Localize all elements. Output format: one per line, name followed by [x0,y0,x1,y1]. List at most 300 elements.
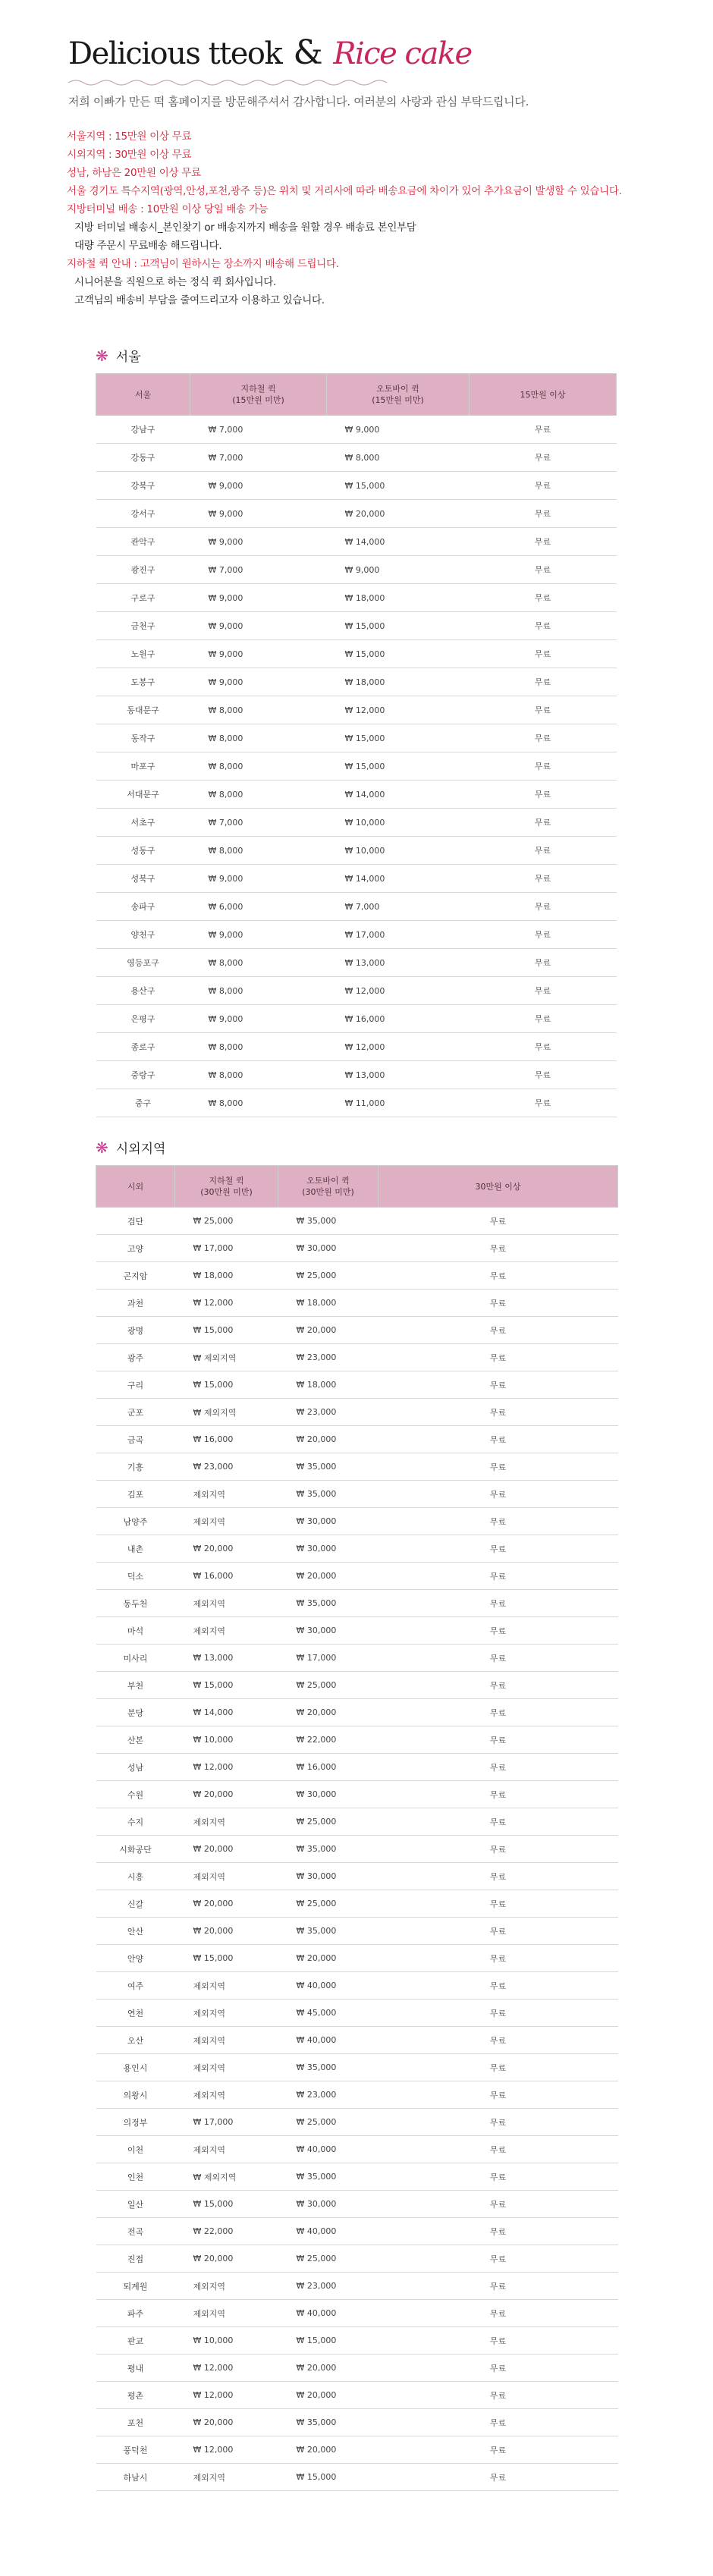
free-cell: 무료 [378,1481,618,1508]
free-cell: 무료 [378,2163,618,2191]
table-row [96,1972,618,2000]
intro-text: 저희 이빠가 만든 떡 홈페이지를 방문해주셔서 감사합니다. 여러분의 사랑과 관심 부탁드립니다. [68,95,529,108]
table-header-row [96,1166,618,1208]
free-cell: 무료 [470,949,617,977]
table-row [96,1508,618,1535]
free-cell: 무료 [470,837,617,865]
motorbike-fee-cell: ₩ 13,000 [327,949,470,977]
area-cell: 고양 [96,1235,175,1262]
area-cell: 광주 [96,1344,175,1371]
area-cell: 시화공단 [96,1836,175,1863]
subway-fee-cell: ₩ 9,000 [190,472,327,500]
subway-fee-cell: ₩ 15,000 [175,2191,278,2218]
area-cell: 광명 [96,1317,175,1344]
free-cell: 무료 [470,500,617,528]
page-title [68,33,660,74]
flower-icon: ❋ [96,1138,108,1157]
table-row [96,1672,618,1699]
note-line: 지방터미널 배송 : 10만원 이상 당일 배송 가능 [67,203,269,215]
subway-fee-cell: ₩ 7,000 [190,556,327,584]
motorbike-fee-cell: ₩ 20,000 [278,1945,378,1972]
table-row [96,584,617,612]
subway-fee-cell: ₩ 23,000 [175,1453,278,1481]
free-cell: 무료 [470,865,617,893]
free-cell: 무료 [378,2081,618,2109]
column-header: 지하철 퀵 (30만원 미만) [175,1166,278,1208]
note-line: 시니어분을 직원으로 하는 정식 퀵 회사입니다. [74,276,277,288]
motorbike-fee-cell: ₩ 22,000 [278,1726,378,1754]
motorbike-fee-cell: ₩ 35,000 [278,2409,378,2436]
motorbike-fee-cell: ₩ 30,000 [278,1535,378,1563]
table-row [96,2409,618,2436]
note-line: 지하철 퀵 안내 : 고객님이 원하시는 장소까지 배송해 드립니다. [67,258,339,270]
free-cell: 무료 [378,1290,618,1317]
table-row [96,2054,618,2081]
motorbike-fee-cell: ₩ 35,000 [278,2054,378,2081]
subway-fee-cell: ₩ 17,000 [175,1235,278,1262]
subway-fee-cell: 제외지역 [175,2054,278,2081]
subway-fee-cell: 제외지역 [175,1863,278,1890]
subway-fee-cell: ₩ 12,000 [175,2355,278,2382]
table-row [96,696,617,724]
subway-fee-cell: 제외지역 [175,2273,278,2300]
area-cell: 금천구 [96,612,190,640]
subway-fee-cell: ₩ 10,000 [175,1726,278,1754]
table-row [96,1945,618,1972]
area-cell: 성북구 [96,865,190,893]
subway-fee-cell: ₩ 8,000 [190,696,327,724]
table-row [96,500,617,528]
motorbike-fee-cell: ₩ 25,000 [278,1262,378,1290]
note-line: 대량 주문시 무료배송 해드립니다. [74,240,222,252]
table-row [96,2081,618,2109]
area-cell: 군포 [96,1399,175,1426]
subway-fee-cell: ₩ 16,000 [175,1563,278,1590]
title-ampersand: & [293,33,322,72]
table-row [96,1235,618,1262]
column-header: 15만원 이상 [470,374,617,416]
area-cell: 검단 [96,1208,175,1235]
motorbike-fee-cell: ₩ 23,000 [278,1344,378,1371]
area-cell: 동두천 [96,1590,175,1617]
subway-fee-cell: ₩ 8,000 [190,752,327,781]
motorbike-fee-cell: ₩ 25,000 [278,2245,378,2273]
subway-fee-cell: ₩ 22,000 [175,2218,278,2245]
free-cell: 무료 [378,1918,618,1945]
table-row [96,1535,618,1563]
flower-icon: ❋ [96,346,108,365]
area-cell: 관악구 [96,528,190,556]
area-cell: 일산 [96,2191,175,2218]
table-row [96,416,617,444]
free-cell: 무료 [470,472,617,500]
motorbike-fee-cell: ₩ 30,000 [278,1508,378,1535]
free-cell: 무료 [378,2300,618,2327]
table-row [96,444,617,472]
table-row [96,472,617,500]
area-cell: 전곡 [96,2218,175,2245]
area-cell: 성동구 [96,837,190,865]
area-cell: 연천 [96,2000,175,2027]
table-row [96,1089,617,1117]
free-cell: 무료 [378,2109,618,2136]
area-cell: 남양주 [96,1508,175,1535]
subway-fee-cell: ₩ 8,000 [190,724,327,752]
free-cell: 무료 [470,893,617,921]
table-row [96,1399,618,1426]
subway-fee-cell: ₩ 제외지역 [175,2163,278,2191]
subway-fee-cell: ₩ 7,000 [190,444,327,472]
area-cell: 안양 [96,1945,175,1972]
table-row [96,2000,618,2027]
table-row [96,612,617,640]
table-row [96,1005,617,1033]
subway-fee-cell: 제외지역 [175,2000,278,2027]
column-header: 시외 [96,1166,175,1208]
area-cell: 구로구 [96,584,190,612]
title-part1: Delicious tteok [68,36,282,71]
table-row [96,2300,618,2327]
motorbike-fee-cell: ₩ 16,000 [278,1754,378,1781]
subway-fee-cell: ₩ 9,000 [190,865,327,893]
area-cell: 안산 [96,1918,175,1945]
motorbike-fee-cell: ₩ 14,000 [327,781,470,809]
column-header: 30만원 이상 [378,1166,618,1208]
area-cell: 용산구 [96,977,190,1005]
subway-fee-cell: ₩ 7,000 [190,809,327,837]
motorbike-fee-cell: ₩ 45,000 [278,2000,378,2027]
table-row [96,2327,618,2355]
subway-fee-cell: ₩ 20,000 [175,1836,278,1863]
column-header: 서울 [96,374,190,416]
area-cell: 수지 [96,1808,175,1836]
free-cell: 무료 [470,1033,617,1061]
area-cell: 부천 [96,1672,175,1699]
motorbike-fee-cell: ₩ 35,000 [278,1918,378,1945]
free-cell: 무료 [378,1945,618,1972]
free-cell: 무료 [470,668,617,696]
area-cell: 오산 [96,2027,175,2054]
table-row [96,837,617,865]
table-row [96,2136,618,2163]
column-header: 지하철 퀵 (15만원 미만) [190,374,327,416]
free-cell: 무료 [470,1061,617,1089]
motorbike-fee-cell: ₩ 35,000 [278,1590,378,1617]
table-row [96,1590,618,1617]
area-cell: 하남시 [96,2464,175,2491]
table-row [96,2245,618,2273]
area-cell: 의정부 [96,2109,175,2136]
table-row [96,556,617,584]
subway-fee-cell: ₩ 15,000 [175,1317,278,1344]
note-line: 시외지역 : 30만원 이상 무료 [67,149,192,161]
free-cell: 무료 [378,1453,618,1481]
area-cell: 마포구 [96,752,190,781]
free-cell: 무료 [378,1836,618,1863]
table-row [96,1317,618,1344]
motorbike-fee-cell: ₩ 14,000 [327,865,470,893]
motorbike-fee-cell: ₩ 25,000 [278,1672,378,1699]
table-row [96,2163,618,2191]
subway-fee-cell: ₩ 17,000 [175,2109,278,2136]
area-cell: 이천 [96,2136,175,2163]
area-cell: 신갈 [96,1890,175,1918]
table-row [96,2355,618,2382]
free-cell: 무료 [470,1089,617,1117]
section-title: 서울 [115,350,141,365]
table-row [96,668,617,696]
subway-fee-cell: ₩ 13,000 [175,1645,278,1672]
free-cell: 무료 [378,1808,618,1836]
subway-fee-cell: 제외지역 [175,2464,278,2491]
motorbike-fee-cell: ₩ 13,000 [327,1061,470,1089]
section-heading-seoul [96,346,141,365]
area-cell: 송파구 [96,893,190,921]
table-row [96,2382,618,2409]
area-cell: 성남 [96,1754,175,1781]
motorbike-fee-cell: ₩ 20,000 [278,2436,378,2464]
area-cell: 평내 [96,2355,175,2382]
subway-fee-cell: ₩ 9,000 [190,500,327,528]
free-cell: 무료 [378,2436,618,2464]
free-cell: 무료 [378,1426,618,1453]
subway-fee-cell: 제외지역 [175,2027,278,2054]
subway-fee-cell: ₩ 16,000 [175,1426,278,1453]
motorbike-fee-cell: ₩ 20,000 [278,2382,378,2409]
free-cell: 무료 [378,2245,618,2273]
area-cell: 퇴계원 [96,2273,175,2300]
motorbike-fee-cell: ₩ 30,000 [278,1863,378,1890]
subway-fee-cell: ₩ 20,000 [175,1535,278,1563]
motorbike-fee-cell: ₩ 20,000 [278,2355,378,2382]
subway-fee-cell: ₩ 8,000 [190,1089,327,1117]
table-row [96,781,617,809]
free-cell: 무료 [470,416,617,444]
motorbike-fee-cell: ₩ 40,000 [278,2300,378,2327]
subway-fee-cell: 제외지역 [175,1808,278,1836]
free-cell: 무료 [470,724,617,752]
free-cell: 무료 [470,528,617,556]
subway-fee-cell: ₩ 20,000 [175,2245,278,2273]
table-row [96,865,617,893]
free-cell: 무료 [470,584,617,612]
free-cell: 무료 [378,1262,618,1290]
motorbike-fee-cell: ₩ 16,000 [327,1005,470,1033]
section-title: 시외지역 [115,1142,166,1157]
subway-fee-cell: ₩ 8,000 [190,781,327,809]
free-cell: 무료 [378,2327,618,2355]
motorbike-fee-cell: ₩ 18,000 [278,1371,378,1399]
area-cell: 덕소 [96,1563,175,1590]
area-cell: 서초구 [96,809,190,837]
free-cell: 무료 [470,781,617,809]
subway-fee-cell: 제외지역 [175,1617,278,1645]
free-cell: 무료 [378,1399,618,1426]
subway-fee-cell: ₩ 20,000 [175,1918,278,1945]
free-cell: 무료 [378,1645,618,1672]
outer-rate-table [96,1165,618,2491]
subway-fee-cell: ₩ 9,000 [190,640,327,668]
free-cell: 무료 [378,1781,618,1808]
free-cell: 무료 [378,1371,618,1399]
table-row [96,1836,618,1863]
subway-fee-cell: ₩ 제외지역 [175,1344,278,1371]
free-cell: 무료 [378,1699,618,1726]
table-row [96,1563,618,1590]
table-row [96,724,617,752]
area-cell: 용인시 [96,2054,175,2081]
subway-fee-cell: ₩ 25,000 [175,1208,278,1235]
subway-fee-cell: ₩ 9,000 [190,612,327,640]
area-cell: 판교 [96,2327,175,2355]
area-cell: 기흥 [96,1453,175,1481]
motorbike-fee-cell: ₩ 15,000 [327,724,470,752]
table-row [96,528,617,556]
free-cell: 무료 [470,752,617,781]
table-row [96,1481,618,1508]
table-row [96,949,617,977]
area-cell: 인천 [96,2163,175,2191]
subway-fee-cell: ₩ 8,000 [190,1061,327,1089]
table-row [96,1426,618,1453]
table-row [96,1033,617,1061]
free-cell: 무료 [470,556,617,584]
motorbike-fee-cell: ₩ 10,000 [327,837,470,865]
area-cell: 강남구 [96,416,190,444]
area-cell: 풍덕천 [96,2436,175,2464]
table-row [96,1863,618,1890]
area-cell: 미사리 [96,1645,175,1672]
motorbike-fee-cell: ₩ 20,000 [278,1317,378,1344]
free-cell: 무료 [378,2000,618,2027]
note-line: 고객님의 배송비 부담을 줄여드리고자 이용하고 있습니다. [74,294,325,306]
motorbike-fee-cell: ₩ 15,000 [327,472,470,500]
subway-fee-cell: ₩ 12,000 [175,2382,278,2409]
table-row [96,2109,618,2136]
area-cell: 곤지암 [96,1262,175,1290]
note-line: 성남, 하남은 20만원 이상 무료 [67,167,201,179]
subway-fee-cell: 제외지역 [175,1972,278,2000]
motorbike-fee-cell: ₩ 40,000 [278,2027,378,2054]
table-row [96,1208,618,1235]
motorbike-fee-cell: ₩ 25,000 [278,1808,378,1836]
free-cell: 무료 [378,2191,618,2218]
subway-fee-cell: ₩ 12,000 [175,1754,278,1781]
motorbike-fee-cell: ₩ 9,000 [327,416,470,444]
table-row [96,1808,618,1836]
subway-fee-cell: 제외지역 [175,2081,278,2109]
motorbike-fee-cell: ₩ 40,000 [278,1972,378,2000]
subway-fee-cell: ₩ 12,000 [175,1290,278,1317]
free-cell: 무료 [470,809,617,837]
subway-fee-cell: ₩ 7,000 [190,416,327,444]
subway-fee-cell: ₩ 9,000 [190,668,327,696]
area-cell: 시흥 [96,1863,175,1890]
area-cell: 동대문구 [96,696,190,724]
free-cell: 무료 [378,2027,618,2054]
subway-fee-cell: ₩ 10,000 [175,2327,278,2355]
free-cell: 무료 [378,1726,618,1754]
area-cell: 종로구 [96,1033,190,1061]
area-cell: 분당 [96,1699,175,1726]
motorbike-fee-cell: ₩ 30,000 [278,2191,378,2218]
title-part2: Rice cake [333,36,472,71]
area-cell: 동작구 [96,724,190,752]
table-header-row [96,374,617,416]
subway-fee-cell: ₩ 20,000 [175,1890,278,1918]
free-cell: 무료 [470,696,617,724]
area-cell: 과천 [96,1290,175,1317]
free-cell: 무료 [378,1235,618,1262]
motorbike-fee-cell: ₩ 35,000 [278,2163,378,2191]
motorbike-fee-cell: ₩ 20,000 [327,500,470,528]
free-cell: 무료 [378,1317,618,1344]
area-cell: 양천구 [96,921,190,949]
free-cell: 무료 [470,921,617,949]
subway-fee-cell: ₩ 8,000 [190,837,327,865]
free-cell: 무료 [378,1754,618,1781]
free-cell: 무료 [378,2218,618,2245]
free-cell: 무료 [378,2382,618,2409]
motorbike-fee-cell: ₩ 8,000 [327,444,470,472]
table-row [96,977,617,1005]
area-cell: 강동구 [96,444,190,472]
free-cell: 무료 [378,1508,618,1535]
free-cell: 무료 [470,444,617,472]
motorbike-fee-cell: ₩ 23,000 [278,2273,378,2300]
motorbike-fee-cell: ₩ 12,000 [327,1033,470,1061]
subway-fee-cell: ₩ 9,000 [190,584,327,612]
table-row [96,640,617,668]
seoul-rate-table [96,373,617,1117]
table-row [96,1617,618,1645]
motorbike-fee-cell: ₩ 20,000 [278,1563,378,1590]
table-row [96,1061,617,1089]
motorbike-fee-cell: ₩ 30,000 [278,1235,378,1262]
free-cell: 무료 [378,2136,618,2163]
subway-fee-cell: 제외지역 [175,1590,278,1617]
table-row [96,809,617,837]
motorbike-fee-cell: ₩ 14,000 [327,528,470,556]
area-cell: 평촌 [96,2382,175,2409]
area-cell: 영등포구 [96,949,190,977]
subway-fee-cell: ₩ 20,000 [175,2409,278,2436]
table-row [96,2218,618,2245]
table-row [96,2464,618,2491]
area-cell: 중랑구 [96,1061,190,1089]
subway-fee-cell: ₩ 8,000 [190,1033,327,1061]
shipping-notes [67,127,689,309]
free-cell: 무료 [470,640,617,668]
area-cell: 진접 [96,2245,175,2273]
motorbike-fee-cell: ₩ 23,000 [278,2081,378,2109]
motorbike-fee-cell: ₩ 40,000 [278,2136,378,2163]
table-row [96,893,617,921]
area-cell: 김포 [96,1481,175,1508]
free-cell: 무료 [470,1005,617,1033]
subway-fee-cell: ₩ 9,000 [190,528,327,556]
motorbike-fee-cell: ₩ 15,000 [278,2327,378,2355]
note-line: 서울지역 : 15만원 이상 무료 [67,130,192,143]
motorbike-fee-cell: ₩ 17,000 [327,921,470,949]
motorbike-fee-cell: ₩ 23,000 [278,1399,378,1426]
subway-fee-cell: ₩ 20,000 [175,1781,278,1808]
area-cell: 도봉구 [96,668,190,696]
table-row [96,1726,618,1754]
free-cell: 무료 [378,1344,618,1371]
free-cell: 무료 [470,612,617,640]
free-cell: 무료 [470,977,617,1005]
